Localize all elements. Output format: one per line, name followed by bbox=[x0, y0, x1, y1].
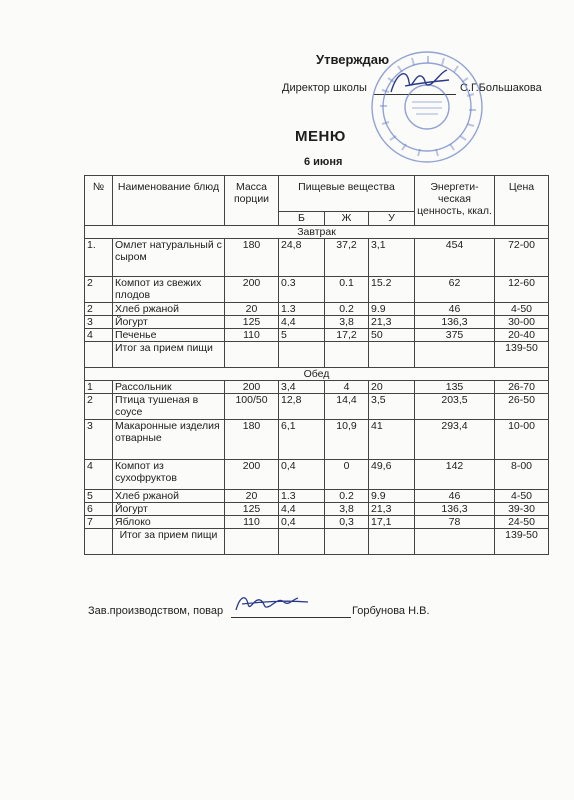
row-num: 1. bbox=[85, 239, 113, 277]
row-dish: Рассольник bbox=[113, 381, 225, 394]
row-dish: Птица тушеная в соусе bbox=[113, 394, 225, 420]
row-price: 39-30 bbox=[495, 503, 549, 516]
footer-label: Зав.производством, повар bbox=[88, 605, 224, 617]
header-fat: Ж bbox=[325, 212, 369, 226]
table-row bbox=[85, 381, 549, 394]
row-protein: 1.3 bbox=[279, 303, 325, 316]
director-signature bbox=[385, 62, 455, 102]
row-carbs: 17,1 bbox=[369, 516, 415, 529]
section-lunch bbox=[85, 368, 549, 381]
header-dish: Наименование блюд bbox=[113, 176, 225, 226]
row-dish: Яблоко bbox=[113, 516, 225, 529]
row-mass: 20 bbox=[225, 490, 279, 503]
row-num: 1 bbox=[85, 381, 113, 394]
header-price: Цена bbox=[495, 176, 549, 226]
table-row bbox=[85, 460, 549, 490]
row-mass: 110 bbox=[225, 329, 279, 342]
header-protein: Б bbox=[279, 212, 325, 226]
row-protein: 3,4 bbox=[279, 381, 325, 394]
total-price: 139-50 bbox=[495, 342, 549, 368]
row-carbs: 20 bbox=[369, 381, 415, 394]
row-fat: 14,4 bbox=[325, 394, 369, 420]
row-fat: 0 bbox=[325, 460, 369, 490]
row-energy: 78 bbox=[415, 516, 495, 529]
row-num: 6 bbox=[85, 503, 113, 516]
row-price: 26-70 bbox=[495, 381, 549, 394]
row-carbs: 15.2 bbox=[369, 277, 415, 303]
row-energy: 46 bbox=[415, 490, 495, 503]
row-carbs: 9.9 bbox=[369, 490, 415, 503]
footer-name: Горбунова Н.В. bbox=[352, 605, 430, 617]
row-protein: 5 bbox=[279, 329, 325, 342]
row-num: 2 bbox=[85, 394, 113, 420]
footer-signature-line bbox=[88, 605, 508, 625]
row-dish: Йогурт bbox=[113, 316, 225, 329]
row-carbs: 21,3 bbox=[369, 316, 415, 329]
director-name: С.Г.Большакова bbox=[460, 82, 542, 94]
row-energy: 293,4 bbox=[415, 420, 495, 460]
row-protein: 6,1 bbox=[279, 420, 325, 460]
row-fat: 10,9 bbox=[325, 420, 369, 460]
row-price: 24-50 bbox=[495, 516, 549, 529]
row-energy: 136,3 bbox=[415, 316, 495, 329]
row-energy: 136,3 bbox=[415, 503, 495, 516]
row-fat: 37,2 bbox=[325, 239, 369, 277]
row-dish: Компот из свежих плодов bbox=[113, 277, 225, 303]
row-price: 20-40 bbox=[495, 329, 549, 342]
total-label: Итог за прием пищи bbox=[113, 342, 225, 368]
row-protein: 0.3 bbox=[279, 277, 325, 303]
page-title: МЕНЮ bbox=[295, 128, 346, 145]
table-row bbox=[85, 516, 549, 529]
row-price: 8-00 bbox=[495, 460, 549, 490]
row-energy: 62 bbox=[415, 277, 495, 303]
row-price: 4-50 bbox=[495, 303, 549, 316]
row-energy: 142 bbox=[415, 460, 495, 490]
row-price: 10-00 bbox=[495, 420, 549, 460]
row-num: 4 bbox=[85, 460, 113, 490]
header-nutrients: Пищевые вещества bbox=[279, 176, 415, 212]
table-row bbox=[85, 394, 549, 420]
row-price: 26-50 bbox=[495, 394, 549, 420]
row-num: 2 bbox=[85, 277, 113, 303]
row-mass: 180 bbox=[225, 239, 279, 277]
row-price: 12-60 bbox=[495, 277, 549, 303]
section-title: Завтрак bbox=[85, 226, 549, 239]
approve-heading: Утверждаю bbox=[316, 52, 390, 67]
row-fat: 4 bbox=[325, 381, 369, 394]
table-row bbox=[85, 490, 549, 503]
row-protein: 4,4 bbox=[279, 503, 325, 516]
row-dish: Макаронные изделия отварные bbox=[113, 420, 225, 460]
footer-underline bbox=[231, 617, 351, 618]
row-num: 7 bbox=[85, 516, 113, 529]
row-fat: 17,2 bbox=[325, 329, 369, 342]
row-carbs: 49,6 bbox=[369, 460, 415, 490]
row-dish: Омлет натуральный с сыром bbox=[113, 239, 225, 277]
row-protein: 24,8 bbox=[279, 239, 325, 277]
row-fat: 0,3 bbox=[325, 516, 369, 529]
row-num: 3 bbox=[85, 420, 113, 460]
row-protein: 0,4 bbox=[279, 516, 325, 529]
menu-date: 6 июня bbox=[304, 156, 343, 168]
row-mass: 100/50 bbox=[225, 394, 279, 420]
menu-table bbox=[84, 175, 549, 555]
section-title: Обед bbox=[85, 368, 549, 381]
row-carbs: 21,3 bbox=[369, 503, 415, 516]
row-mass: 200 bbox=[225, 460, 279, 490]
row-carbs: 9.9 bbox=[369, 303, 415, 316]
row-fat: 3,8 bbox=[325, 503, 369, 516]
row-num: 4 bbox=[85, 329, 113, 342]
row-mass: 180 bbox=[225, 420, 279, 460]
row-price: 30-00 bbox=[495, 316, 549, 329]
row-protein: 4,4 bbox=[279, 316, 325, 329]
row-energy: 375 bbox=[415, 329, 495, 342]
row-carbs: 41 bbox=[369, 420, 415, 460]
table-row bbox=[85, 329, 549, 342]
row-dish: Хлеб ржаной bbox=[113, 303, 225, 316]
row-energy: 454 bbox=[415, 239, 495, 277]
row-carbs: 50 bbox=[369, 329, 415, 342]
row-mass: 200 bbox=[225, 277, 279, 303]
table-row bbox=[85, 503, 549, 516]
row-energy: 46 bbox=[415, 303, 495, 316]
row-price: 4-50 bbox=[495, 490, 549, 503]
row-num: 3 bbox=[85, 316, 113, 329]
total-row bbox=[85, 342, 549, 368]
header-num: № bbox=[85, 176, 113, 226]
row-mass: 125 bbox=[225, 316, 279, 329]
row-fat: 0.1 bbox=[325, 277, 369, 303]
row-carbs: 3,1 bbox=[369, 239, 415, 277]
total-row bbox=[85, 529, 549, 555]
row-protein: 0,4 bbox=[279, 460, 325, 490]
row-fat: 0.2 bbox=[325, 490, 369, 503]
row-energy: 135 bbox=[415, 381, 495, 394]
row-fat: 3,8 bbox=[325, 316, 369, 329]
row-num: 2 bbox=[85, 303, 113, 316]
table-row bbox=[85, 277, 549, 303]
section-breakfast bbox=[85, 226, 549, 239]
row-mass: 20 bbox=[225, 303, 279, 316]
table-row bbox=[85, 303, 549, 316]
row-energy: 203,5 bbox=[415, 394, 495, 420]
row-protein: 1.3 bbox=[279, 490, 325, 503]
row-dish: Йогурт bbox=[113, 503, 225, 516]
row-protein: 12,8 bbox=[279, 394, 325, 420]
row-dish: Компот из сухофруктов bbox=[113, 460, 225, 490]
total-label: Итог за прием пищи bbox=[113, 529, 225, 555]
row-dish: Хлеб ржаной bbox=[113, 490, 225, 503]
table-row bbox=[85, 420, 549, 460]
row-mass: 110 bbox=[225, 516, 279, 529]
row-mass: 125 bbox=[225, 503, 279, 516]
header-energy: Энергети-ческая ценность, ккал. bbox=[415, 176, 495, 226]
row-mass: 200 bbox=[225, 381, 279, 394]
table-row bbox=[85, 239, 549, 277]
total-price: 139-50 bbox=[495, 529, 549, 555]
row-carbs: 3,5 bbox=[369, 394, 415, 420]
header-carbs: У bbox=[369, 212, 415, 226]
director-label: Директор школы bbox=[282, 82, 367, 94]
table-row bbox=[85, 316, 549, 329]
row-fat: 0.2 bbox=[325, 303, 369, 316]
row-num: 5 bbox=[85, 490, 113, 503]
row-price: 72-00 bbox=[495, 239, 549, 277]
header-mass: Масса порции bbox=[225, 176, 279, 226]
row-dish: Печенье bbox=[113, 329, 225, 342]
